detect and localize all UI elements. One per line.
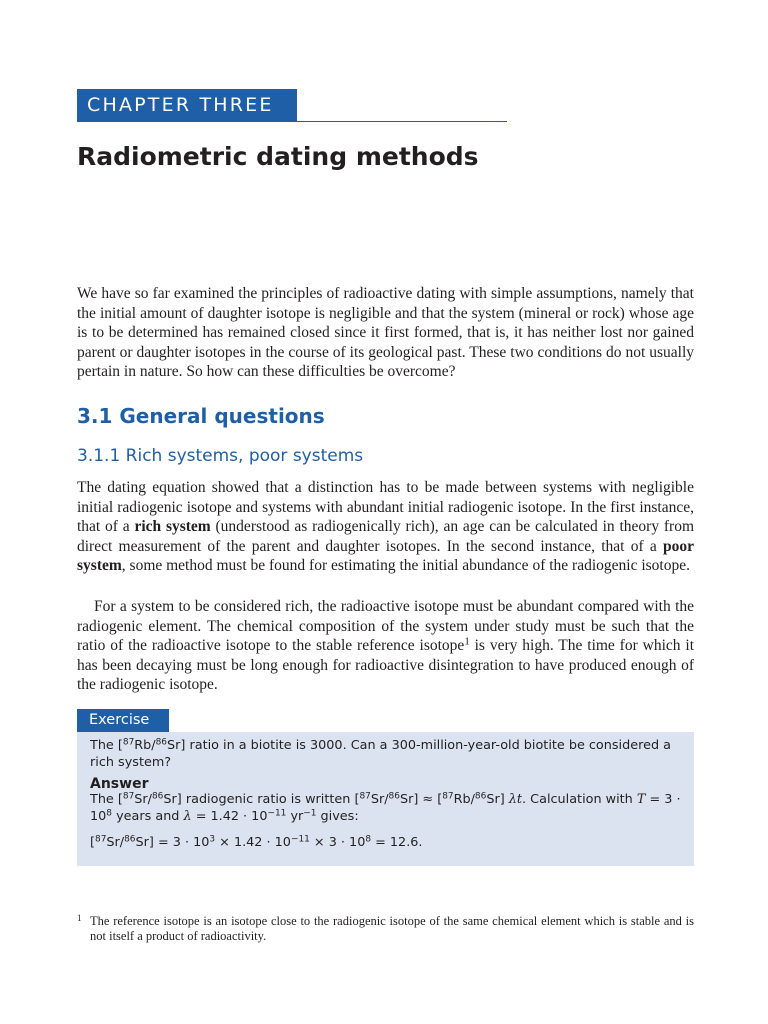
superscript: 86 xyxy=(474,791,487,802)
superscript: 86 xyxy=(155,737,168,748)
text-span: × 1.42 · 10 xyxy=(215,835,291,850)
rich-poor-paragraph xyxy=(77,478,694,576)
chapter-label: CHAPTER THREE xyxy=(77,89,297,121)
rich-system-term: rich system xyxy=(134,518,211,536)
text-span: = 12.6. xyxy=(371,835,423,850)
text-span: The [ xyxy=(90,792,123,807)
poor-system-term: poor system xyxy=(77,537,694,575)
superscript: 87 xyxy=(122,791,135,802)
superscript: −11 xyxy=(267,808,287,819)
intro-paragraph: We have so far examined the principles of radioactive dating with simple assumptions, namely that the initial amount of daughter isotope is negligible and that the system (mineral or rock) whose age is to be determined has remained closed since it first formed, that is, it has neither lost nor gained parent or daughter isotopes in the course of its geological past. These two conditions do not usually pertain in nature. So how can these difficulties be overcome? xyxy=(77,285,694,381)
text-span: For a system to be considered rich, the radioactive isotope must be abundant compared with the radiogenic element. The chemical composition of the system under study must be such that the ratio of the radioactive isotope to the stable reference isotope xyxy=(77,598,694,655)
subsection-heading: 3.1.1 Rich systems, poor systems xyxy=(77,446,364,466)
text-span: Sr] ratio in a biotite is 3000. Can a 300-million-year-old biotite be considered a rich system? xyxy=(90,738,671,770)
lambda-t-symbol: λt xyxy=(508,792,523,807)
text-span: [ xyxy=(90,835,95,850)
text-span: × 3 · 10 xyxy=(309,835,366,850)
exercise-box xyxy=(77,732,694,866)
text-span: Sr/ xyxy=(370,792,389,807)
footnote-mark: 1 xyxy=(77,913,82,923)
superscript: 86 xyxy=(151,791,164,802)
superscript: 8 xyxy=(365,834,372,845)
text-span: Sr/ xyxy=(106,835,125,850)
section-heading: 3.1 General questions xyxy=(77,404,325,428)
exercise-question xyxy=(90,738,681,771)
text-span: , some method must be found for estimating the initial abundance of the radiogenic isotope. xyxy=(121,557,690,575)
answer-heading: Answer xyxy=(90,776,149,792)
superscript: 86 xyxy=(388,791,400,802)
superscript: 87 xyxy=(359,791,371,802)
text-span: is very high. The time for which it has been decaying must be long enough for radioactive disintegration to have produced enough of the radiogenic isotope. xyxy=(77,637,695,694)
text-span: gives: xyxy=(316,808,359,824)
lambda-symbol: λ xyxy=(183,808,192,824)
t-symbol: T xyxy=(636,792,646,807)
superscript: −11 xyxy=(290,834,310,845)
text-span: = 1.42 · 10 xyxy=(191,808,268,824)
exercise-tab: Exercise xyxy=(77,709,169,732)
chapter-rule xyxy=(77,121,507,122)
footnote-text: The reference isotope is an isotope close to the radiogenic isotope of the same chemical element which is stable and is not itself a product of radioactivity. xyxy=(90,914,694,943)
text-span: years and xyxy=(112,808,184,824)
text-span: yr xyxy=(286,808,304,824)
footnote xyxy=(77,914,694,944)
text-span: Sr] radiogenic ratio is written [ xyxy=(163,792,360,807)
superscript: 87 xyxy=(122,737,135,748)
text-span: = 3 · 10 xyxy=(90,792,681,824)
text-span: The dating equation showed that a distinction has to be made between systems with negligible initial radiogenic isotope and systems with abundant initial radiogenic isotope. In the first instance, that of a xyxy=(77,479,694,536)
chapter-title: Radiometric dating methods xyxy=(77,142,479,171)
text-span: Sr/ xyxy=(134,792,152,807)
superscript: 86 xyxy=(124,834,136,845)
superscript: 3 xyxy=(209,834,216,845)
rich-criteria-paragraph xyxy=(77,597,694,695)
text-span: Sr] = 3 · 10 xyxy=(135,835,210,850)
text-span: The [ xyxy=(90,738,123,753)
text-span: (understood as radiogenically rich), an age can be calculated in theory from direct measurement of the parent and daughter isotopes. In the second instance, that of a xyxy=(77,518,694,555)
superscript: 87 xyxy=(95,834,107,845)
superscript: −1 xyxy=(303,808,317,819)
text-span: Sr] ≈ [ xyxy=(399,792,443,807)
answer-equation xyxy=(90,835,681,852)
superscript: 87 xyxy=(442,791,454,802)
answer-text xyxy=(90,792,681,825)
text-span: Sr] xyxy=(486,792,509,807)
text-span: Rb/ xyxy=(134,738,156,753)
text-span: . Calculation with xyxy=(522,792,637,807)
text-span: Rb/ xyxy=(453,792,475,807)
superscript: 8 xyxy=(106,808,112,819)
footnote-reference[interactable]: 1 xyxy=(464,635,470,648)
